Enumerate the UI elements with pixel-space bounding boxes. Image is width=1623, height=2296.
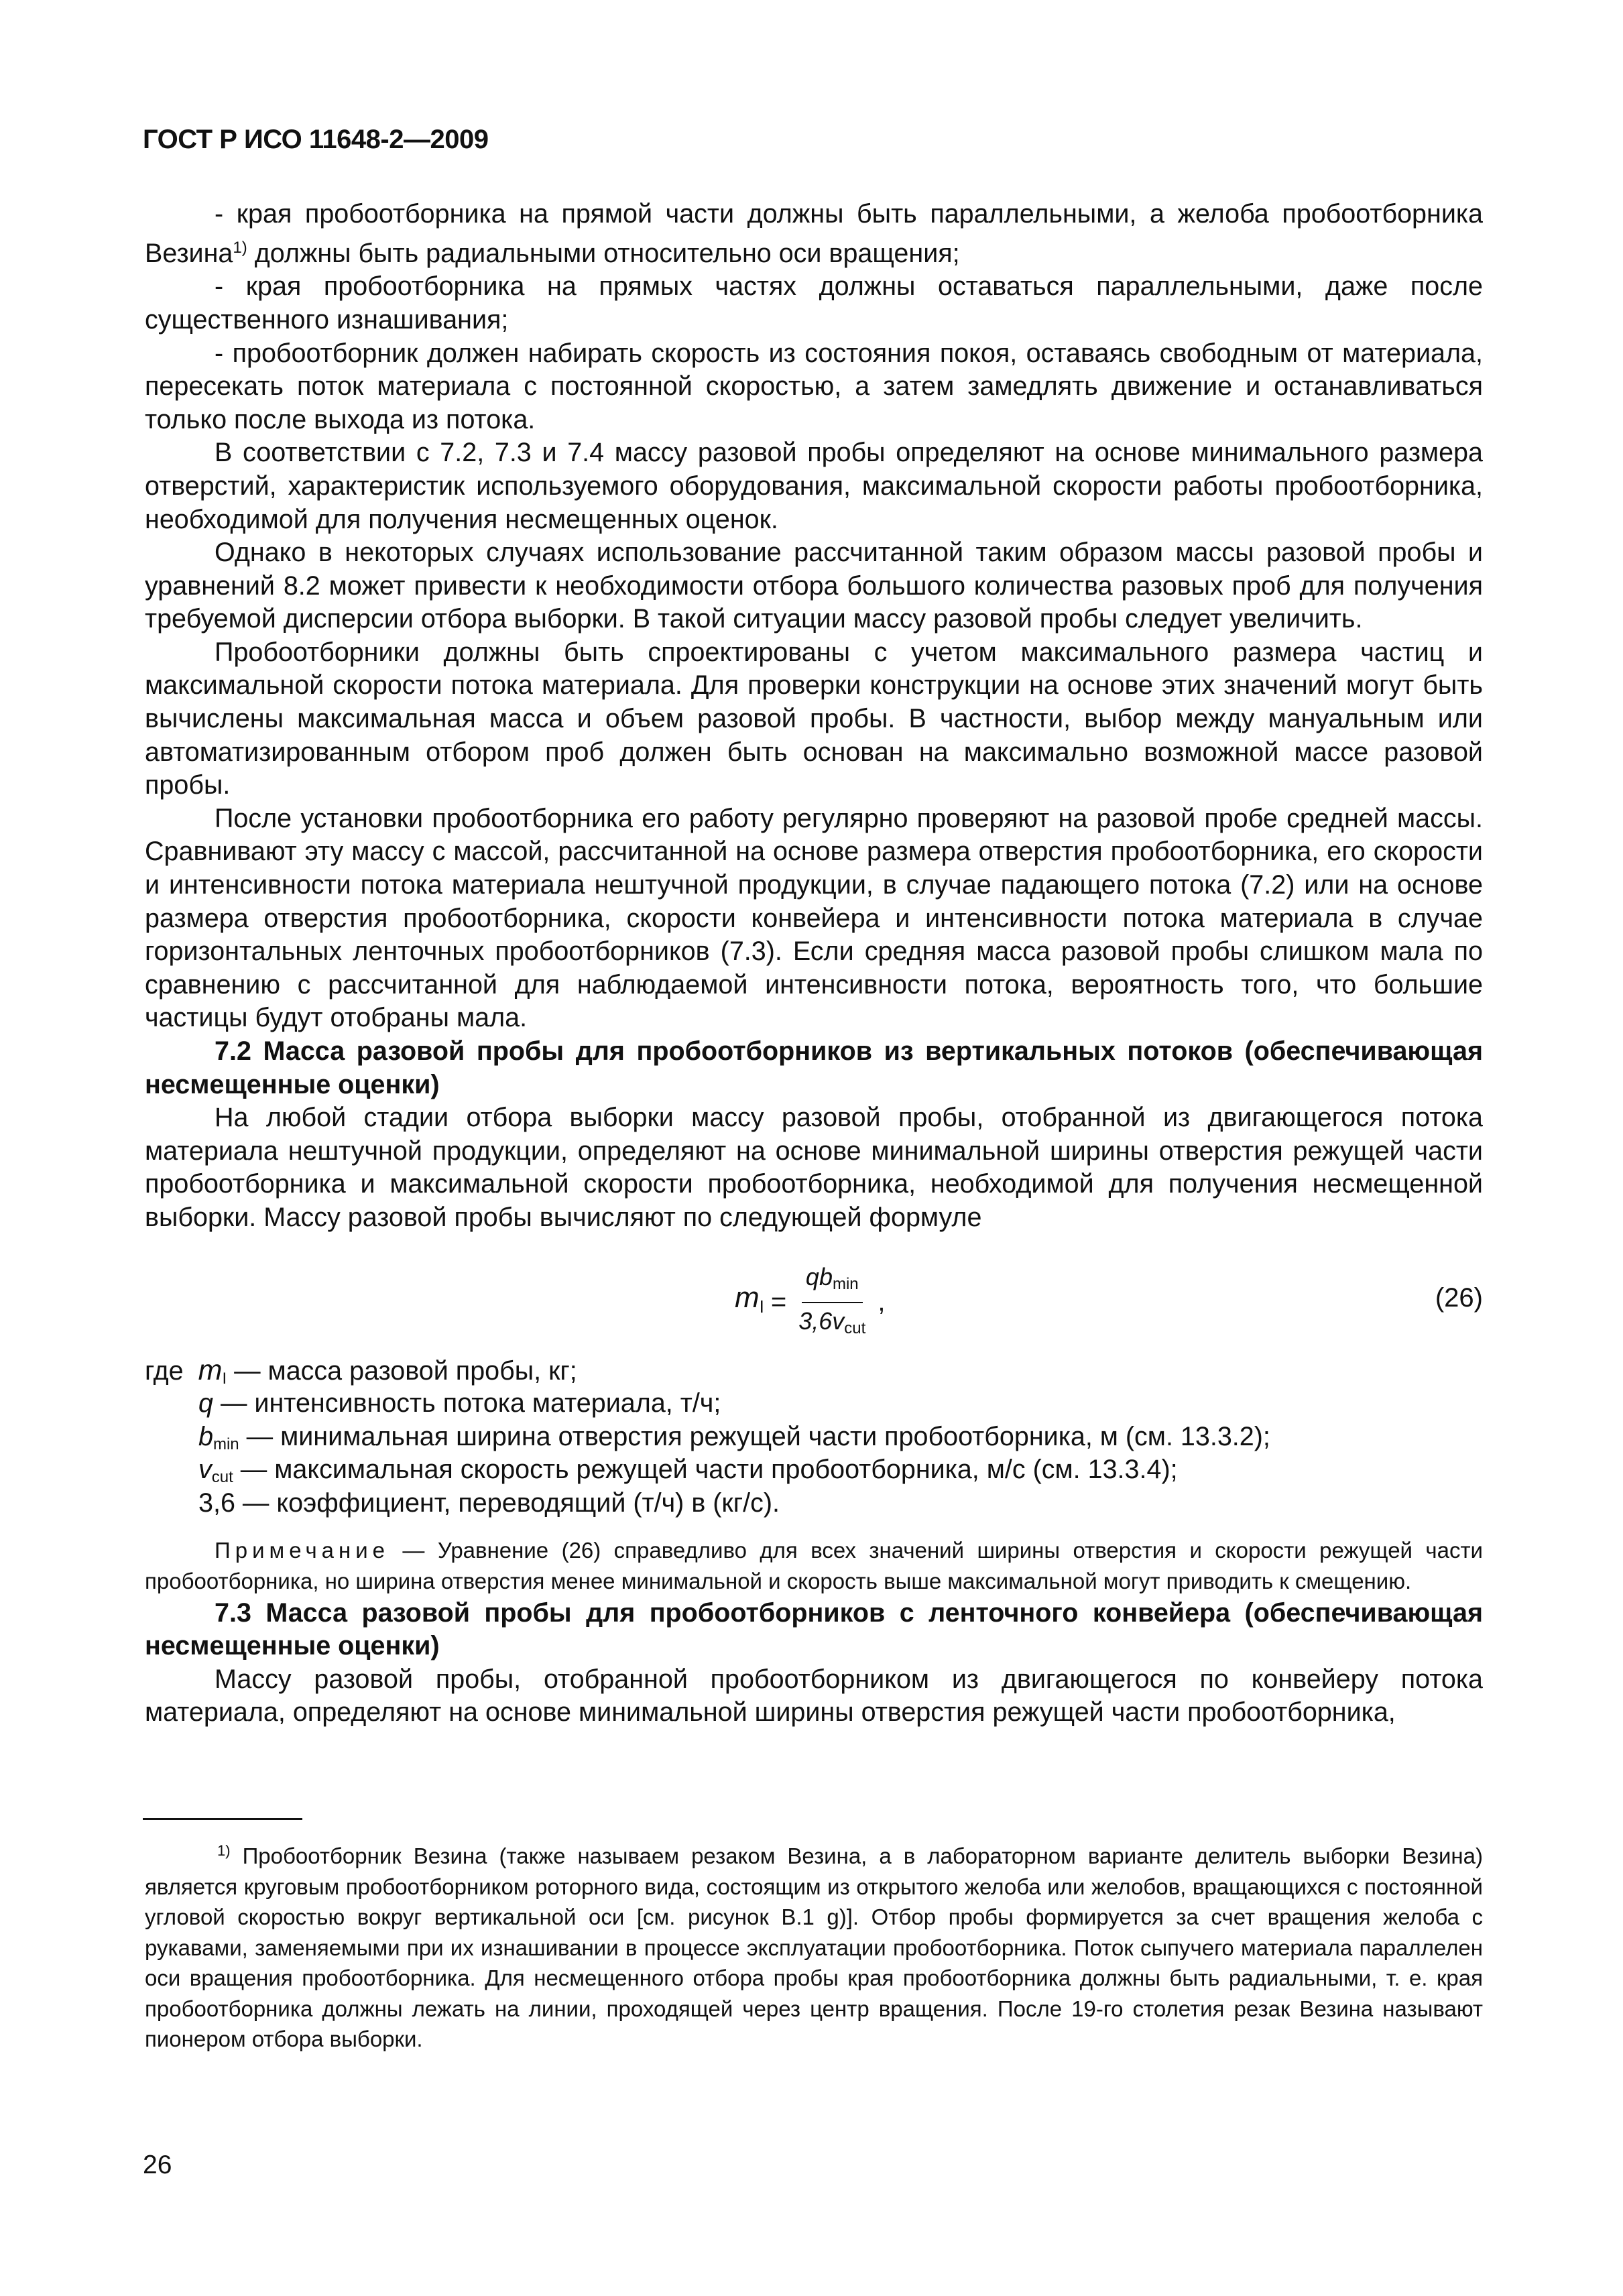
formula-denominator: 3,6vcut bbox=[798, 1307, 866, 1338]
section-heading-7-2: 7.2 Масса разовой пробы для пробоотборников из вертикальных потоков (обеспечивающая несмещенные оценки) bbox=[145, 1036, 1483, 1099]
paragraph: - пробоотборник должен набирать скорость из состояния покоя, оставаясь свободным от материала, пересекать поток материала с постоянной скоростью, а затем замедлять движение и останавливаться только после выхода из потока. bbox=[145, 338, 1483, 434]
paragraph: - края пробоотборника на прямых частях должны оставаться параллельными, даже после существенного изнашивания; bbox=[145, 271, 1483, 335]
definition-row: vcut — максимальная скорость режущей части пробоотборника, м/с (см. 13.3.4); bbox=[198, 1455, 1178, 1487]
paragraph: В соответствии с 7.2, 7.3 и 7.4 массу разовой пробы определяют на основе минимального размера отверстий, характеристик используемого оборудования, максимальной скорости работы пробоотборника, необходимой для получения несмещенных оценок. bbox=[145, 438, 1483, 534]
footnote-ref[interactable]: 1) bbox=[233, 238, 247, 257]
note-text: — Уравнение (26) справедливо для всех значений ширины отверстия и скорости режущей части пробоотборника, но ширина отверстия менее минимальной и скорость выше максимальной могут приводить к смещению. bbox=[145, 1537, 1483, 1593]
equation-number: (26) bbox=[1435, 1282, 1483, 1313]
footnote: $^{1)}$ Пробоотборник Везина (также называем резаком Везина, а в лабораторном варианте делитель выборки Везина) является круговым пробоотборником роторного вида, состоящим из открытого желоба или желобов, вращающихся с постоянной угловой скоростью вокруг вертикальной оси [см. рисунок В.1 g)]. Отбор пробы формируется за счет вращения желоба с рукавами, заменяемыми при их изнашивании в процессе эксплуатации пробоотборника. Поток сыпучего материала параллелен оси вращения пробоотборника. Для несмещенного отбора пробы края пробоотборника должны быть радиальными, т. е. края пробоотборника должны лежать на линии, проходящей через центр вращения. После 19-го столетия резак Везина называют пионером отбора выборки. bbox=[145, 1842, 1483, 2051]
formula-numerator: qbmin bbox=[802, 1260, 863, 1304]
formula-comma: , bbox=[878, 1287, 886, 1317]
formula-26 bbox=[145, 1260, 1483, 1342]
paragraph: После установки пробоотборника его работу регулярно проверяют на разовой пробе средней массы. Сравнивают эту массу с массой, рассчитанной на основе размера отверстия пробоотборника, его скорости и интенсивности потока материала нештучной продукции, в случае падающего потока (7.2) или на основе размера отверстия пробоотборника, скорости конвейера и интенсивности потока материала в случае горизонтальных ленточных пробоотборников (7.3). Если средняя масса разовой пробы слишком мала по сравнению с рассчитанной для наблюдаемой интенсивности потока, вероятность того, что большие частицы будут отобраны мала. bbox=[145, 803, 1483, 1033]
section-heading-7-3: 7.3 Масса разовой пробы для пробоотборников с ленточного конвейера (обеспечивающая несмещенные оценки) bbox=[145, 1597, 1483, 1661]
main-text bbox=[145, 198, 1483, 1730]
paragraph: Массу разовой пробы, отобранной пробоотборником из двигающегося по конвейеру потока материала, определяют на основе минимальной ширины отверстия режущей части пробоотборника, bbox=[145, 1664, 1483, 1728]
page-number: 26 bbox=[143, 2151, 172, 2179]
definition-row: bmin — минимальная ширина отверстия режущей части пробоотборника, м (см. 13.3.2); bbox=[198, 1421, 1270, 1453]
note bbox=[145, 1535, 1483, 1597]
definition-row: 3,6 — коэффициент, переводящий (т/ч) в (кг/с). bbox=[198, 1488, 780, 1518]
footnote-divider bbox=[143, 1818, 302, 1820]
paragraph: На любой стадии отбора выборки массу разовой пробы, отобранной из двигающегося потока материала нештучной продукции, определяют на основе минимальной ширины отверстия режущей части пробоотборника и максимальной скорости пробоотборника, необходимой для получения несмещенной выборки. Массу разовой пробы вычисляют по следующей формуле bbox=[145, 1103, 1483, 1232]
formula-expression bbox=[735, 1260, 885, 1345]
definition-row: q — интенсивность потока материала, т/ч; bbox=[198, 1388, 721, 1418]
formula-fraction bbox=[794, 1260, 869, 1345]
formula-lhs: $m_I$ bbox=[735, 1281, 764, 1317]
document-header: ГОСТ Р ИСО 11648-2—2009 bbox=[143, 125, 489, 154]
definition-row: где mI — масса разовой пробы, кг; bbox=[145, 1353, 577, 1388]
variable-definitions bbox=[145, 1354, 1483, 1520]
paragraph: Однако в некоторых случаях использование рассчитанной таким образом массы разовой пробы и уравнений 8.2 может привести к необходимости отбора большого количества разовых проб для получения требуемой дисперсии отбора выборки. В такой ситуации массу разовой пробы следует увеличить. bbox=[145, 538, 1483, 634]
paragraph: Пробоотборники должны быть спроектированы с учетом максимального размера частиц и максимальной скорости потока материала. Для проверки конструкции на основе этих значений могут быть вычислены максимальная масса и объем разовой пробы. В частности, выбор между мануальным или автоматизированным отбором проб должен быть основан на максимально возможной массе разовой пробы. bbox=[145, 637, 1483, 800]
note-label: Примечание bbox=[215, 1537, 390, 1563]
paragraph: - края пробоотборника на прямой части должны быть параллельными, а желоба пробоотборника Везина$^{1)}$ должны быть радиальными относительно оси вращения; bbox=[145, 199, 1483, 268]
formula-equals: = bbox=[770, 1287, 787, 1317]
